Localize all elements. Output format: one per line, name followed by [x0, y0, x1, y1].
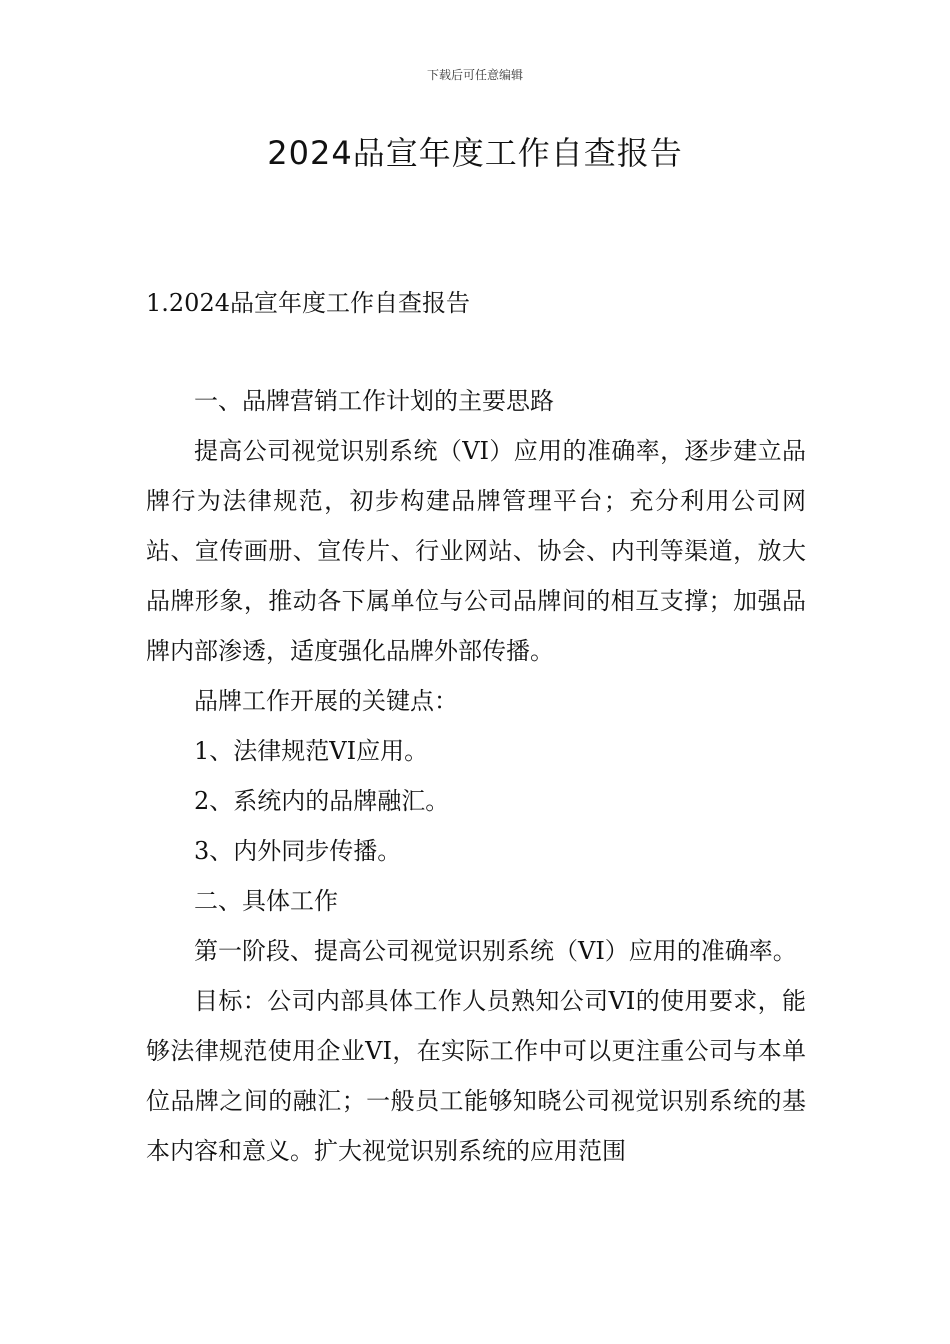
paragraph: 目标：公司内部具体工作人员熟知公司VI的使用要求，能够法律规范使用企业VI，在实际工作中可以更注重公司与本单位品牌之间的融汇；一般员工能够知晓公司视觉识别系统的基本内容和意义。扩大视觉识别系统的应用范围 — [146, 987, 806, 1165]
document-body — [146, 376, 806, 1176]
paragraph: 品牌工作开展的关键点： — [194, 687, 458, 715]
paragraph: 提高公司视觉识别系统（VI）应用的准确率，逐步建立品牌行为法律规范，初步构建品牌管理平台；充分利用公司网站、宣传画册、宣传片、行业网站、协会、内刊等渠道，放大品牌形象，推动各下属单位与公司品牌间的相互支撑；加强品牌内部渗透，适度强化品牌外部传播。 — [146, 437, 806, 665]
list-item: 2、系统内的品牌融汇。 — [194, 787, 450, 815]
list-item: 1、法律规范VI应用。 — [194, 737, 429, 765]
header-note: 下载后可任意编辑 — [426, 68, 523, 82]
section-heading-2: 二、具体工作 — [194, 887, 338, 915]
paragraph: 第一阶段、提高公司视觉识别系统（VI）应用的准确率。 — [194, 937, 797, 965]
section-heading-1: 一、品牌营销工作计划的主要思路 — [194, 387, 554, 415]
list-item: 3、内外同步传播。 — [194, 837, 402, 865]
document-title: 2024品宣年度工作自查报告 — [267, 134, 683, 172]
document-subtitle: 1.2024品宣年度工作自查报告 — [146, 289, 470, 317]
